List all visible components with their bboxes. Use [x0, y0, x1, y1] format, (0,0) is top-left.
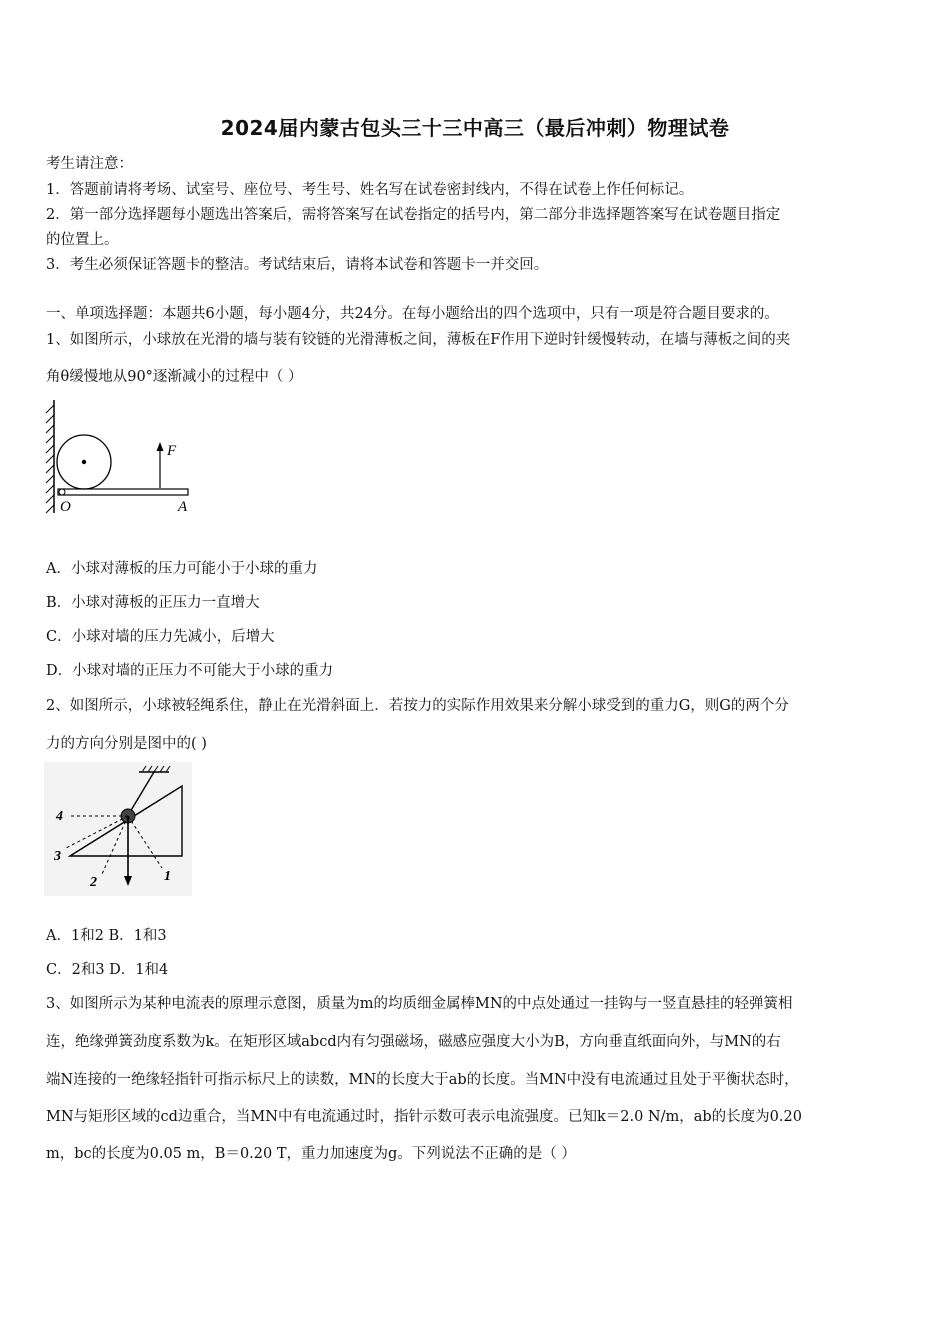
question-1-stem: 角θ缓慢地从90°逐渐减小的过程中（ ） [46, 369, 303, 385]
figure-label-1: 1 [164, 869, 171, 884]
notice-item: 1．答题前请将考场、试室号、座位号、考生号、姓名写在试卷密封线内，不得在试卷上作任何标记。 [46, 182, 694, 198]
figure-label-4: 4 [56, 809, 63, 824]
arrow-up-icon [157, 442, 164, 451]
question-2-stem: 2、如图所示，小球被轻绳系住，静止在光滑斜面上．若按力的实际作用效果来分解小球受到的重力G，则G的两个分 [46, 698, 789, 714]
option-b: B．小球对薄板的正压力一直增大 [46, 595, 260, 611]
option-a: A．小球对薄板的压力可能小于小球的重力 [46, 561, 318, 577]
question-2-options: C．2和3 D．1和4 [46, 962, 169, 978]
option-c: C．小球对墙的压力先减小，后增大 [46, 629, 275, 645]
page-title: 2024届内蒙古包头三十三中高三（最后冲刺）物理试卷 [220, 116, 730, 140]
option-d: D．小球对墙的正压力不可能大于小球的重力 [46, 663, 334, 679]
question-3-stem: 3、如图所示为某种电流表的原理示意图，质量为m的均质细金属棒MN的中点处通过一挂钩与一竖直悬挂的轻弹簧相 [46, 996, 793, 1012]
figure-label-F: F [167, 443, 177, 459]
question-2-figure [44, 762, 192, 896]
question-3-stem: MN与矩形区域的cd边重合，当MN中有电流通过时，指针示数可表示电流强度。已知k＝2.0 N/m，ab的长度为0.20 [46, 1109, 802, 1125]
question-3-stem: 连，绝缘弹簧劲度系数为k。在矩形区域abcd内有匀强磁场，磁感应强度大小为B，方向垂直纸面向外，与MN的右 [46, 1034, 781, 1050]
question-2-options: A．1和2 B．1和3 [46, 928, 167, 944]
question-3-stem: m，bc的长度为0.05 m，B＝0.20 T，重力加速度为g。下列说法不正确的是（ ） [46, 1146, 576, 1162]
figure-label-3: 3 [54, 849, 61, 864]
notice-heading: 考生请注意： [46, 156, 133, 172]
figure-label-A: A [178, 499, 188, 515]
figure-label-O: O [60, 499, 71, 515]
notice-item: 2．第一部分选择题每小题选出答案后，需将答案写在试卷指定的括号内，第二部分非选择题答案写在试卷题目指定 [46, 207, 781, 223]
question-1-stem: 1、如图所示，小球放在光滑的墙与装有铰链的光滑薄板之间，薄板在F作用下逆时针缓慢转动，在墙与薄板之间的夹 [46, 332, 791, 348]
hinge-icon [59, 489, 65, 495]
question-2-stem: 力的方向分别是图中的( ) [46, 736, 207, 752]
question-3-stem: 端N连接的一绝缘轻指针可指示标尺上的读数，MN的长度大于ab的长度。当MN中没有电流通过且处于平衡状态时， [46, 1072, 799, 1088]
figure-label-2: 2 [90, 875, 97, 890]
notice-item: 的位置上。 [46, 232, 119, 248]
notice-item: 3．考生必须保证答题卡的整洁。考试结束后，请将本试卷和答题卡一并交回。 [46, 257, 549, 273]
question-1-figure [40, 395, 200, 520]
board-shape [58, 489, 188, 495]
section-heading: 一、单项选择题：本题共6小题，每小题4分，共24分。在每小题给出的四个选项中，只有一项是符合题目要求的。 [46, 306, 779, 322]
